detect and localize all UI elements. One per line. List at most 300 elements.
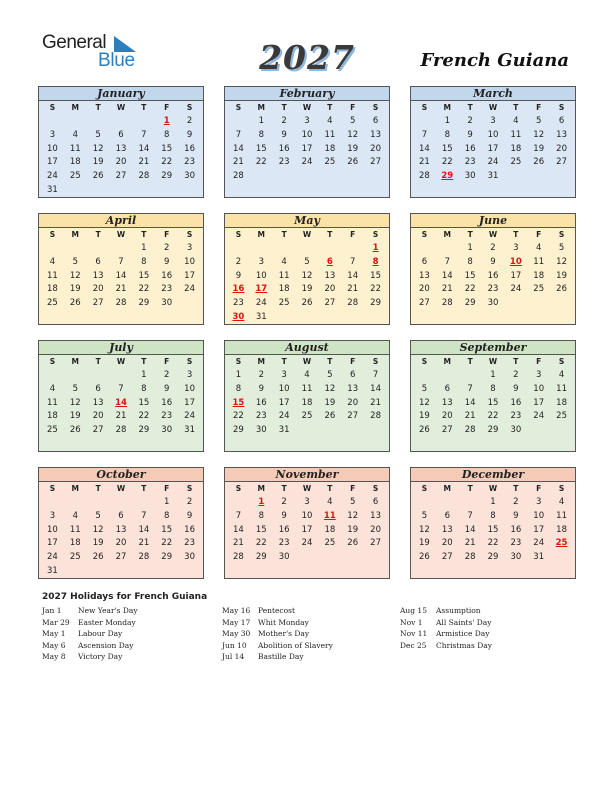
day-cell: 6 [372,116,379,126]
month-july [38,340,204,452]
day-cell: 24 [184,411,195,422]
day-cell: 9 [164,383,170,394]
day-cell: 20 [92,411,104,422]
month-june [410,213,576,325]
day-cell: 6 [350,370,356,380]
day-cell: 10 [278,383,290,394]
day-cell: 17 [47,157,58,168]
day-cell: 29 [233,425,244,436]
weekday-label: T [141,103,147,112]
weekday-label: W [488,103,498,112]
weekday-label: S [49,357,56,366]
day-cell: 3 [304,116,310,126]
day-cell: 5 [536,116,542,126]
day-cell: 11 [533,256,545,267]
weekday-label: F [164,230,170,239]
day-cell: 30 [161,298,173,309]
day-cell: 26 [69,425,81,436]
day-cell: 8 [444,129,450,140]
weekday-label: T [327,357,333,366]
day-cell: 12 [324,383,336,394]
day-cell: 25 [301,411,313,422]
day-cell: 9 [186,510,193,521]
day-cell: 20 [115,157,127,168]
day-cell: 18 [324,143,336,154]
weekday-header [411,355,575,368]
weekday-label: W [302,103,312,112]
logo-text-general: General [42,32,107,53]
day-cell: 19 [347,524,359,535]
day-cell: 14 [441,270,453,281]
weekday-label: W [302,230,312,239]
holiday-name: Armistice Day [436,629,490,639]
weekday-label: W [302,484,312,493]
day-cell: 8 [258,510,264,521]
day-cell: 23 [278,157,290,168]
holiday-day-cell: 14 [115,397,127,408]
weekday-label: T [281,103,287,112]
day-cell: 3 [186,243,193,253]
day-cell: 14 [138,143,150,154]
month-january [38,86,204,198]
weekday-label: S [421,230,428,239]
day-cell: 10 [184,383,195,394]
weekday-header [225,228,389,241]
day-cell: 18 [556,524,567,535]
weekday-label: M [443,230,451,239]
holiday-date: Aug 15 [400,606,427,615]
day-cell: 21 [370,397,381,408]
day-cell: 8 [467,256,473,267]
day-cell: 16 [487,270,499,281]
day-cell: 2 [186,497,193,507]
weekday-label: M [71,484,79,493]
empty-cell [64,115,87,129]
day-cell: 7 [444,256,450,267]
day-cell: 1 [467,243,473,253]
day-cell: 22 [138,411,150,422]
day-cell: 5 [95,510,101,521]
day-cell: 5 [350,116,356,126]
day-cell: 25 [533,284,545,295]
day-cell: 27 [92,298,104,309]
day-cell: 28 [233,171,244,182]
weekday-label: M [257,357,265,366]
day-cell: 17 [487,143,499,154]
day-cell: 12 [69,270,81,281]
holiday-date: Mar 29 [42,617,70,627]
day-cell: 14 [370,383,381,394]
weekday-label: T [95,357,101,366]
day-grid [39,114,203,201]
month-title: July [39,341,203,355]
day-cell: 11 [510,129,522,140]
day-cell: 24 [301,538,313,549]
day-cell: 5 [421,510,428,521]
day-cell: 17 [301,143,313,154]
day-cell: 20 [419,284,430,295]
empty-cell [318,242,341,256]
holiday-column [222,605,333,663]
day-cell: 7 [235,129,242,140]
day-cell: 15 [138,270,150,281]
day-cell: 6 [558,116,565,126]
day-cell: 14 [233,143,244,154]
day-cell: 25 [556,411,567,422]
day-cell: 25 [324,538,336,549]
day-cell: 10 [184,256,195,267]
day-grid [225,241,389,328]
month-may [224,213,390,325]
day-cell: 11 [324,129,336,140]
weekday-label: S [558,484,565,493]
day-cell: 29 [161,552,173,563]
calendar-region: French Guiana [420,50,569,71]
holiday-date: Jul 14 [222,652,245,662]
day-cell: 13 [419,270,430,281]
day-cell: 9 [281,510,287,521]
holiday-date: Nov 11 [400,629,428,639]
day-cell: 15 [487,524,499,535]
day-cell: 8 [490,383,496,394]
month-october [38,467,204,579]
day-cell: 13 [370,129,381,140]
day-cell: 30 [464,171,476,182]
holiday-entry [42,651,138,663]
day-cell: 21 [441,284,453,295]
day-cell: 18 [533,270,545,281]
weekday-label: S [558,230,565,239]
day-cell: 9 [258,383,264,394]
day-cell: 19 [347,143,359,154]
weekday-label: F [536,230,542,239]
weekday-label: T [513,484,519,493]
day-cell: 20 [115,538,127,549]
day-cell: 7 [141,510,147,521]
day-cell: 8 [141,383,147,394]
day-cell: 27 [347,411,359,422]
weekday-label: S [186,230,193,239]
month-title: October [39,468,203,482]
month-title: April [39,214,203,228]
weekday-label: T [327,484,333,493]
day-cell: 20 [556,143,567,154]
day-cell: 21 [115,411,127,422]
weekday-label: T [141,230,147,239]
day-cell: 16 [278,143,290,154]
day-cell: 23 [184,538,195,549]
day-cell: 26 [347,157,359,168]
day-cell: 14 [115,270,127,281]
empty-cell [227,496,250,510]
day-cell: 30 [487,298,499,309]
day-cell: 4 [558,370,565,380]
day-cell: 16 [510,397,522,408]
day-cell: 27 [324,298,336,309]
day-cell: 4 [281,256,287,267]
day-cell: 3 [490,116,496,126]
weekday-label: S [558,103,565,112]
day-cell: 24 [47,552,58,563]
day-cell: 3 [258,256,264,267]
day-cell: 23 [510,538,522,549]
day-cell: 13 [347,383,359,394]
day-cell: 15 [487,397,499,408]
day-cell: 5 [72,383,78,394]
weekday-label: S [372,357,379,366]
month-december [410,467,576,579]
day-cell: 25 [69,171,81,182]
day-cell: 28 [138,552,150,563]
holiday-day-cell: 6 [326,256,333,267]
weekday-label: S [421,484,428,493]
day-cell: 13 [115,143,127,154]
day-cell: 3 [304,497,310,507]
weekday-label: S [372,484,379,493]
day-cell: 29 [370,298,381,309]
day-cell: 6 [95,256,101,267]
holiday-day-cell: 1 [163,116,170,126]
day-cell: 2 [258,370,264,380]
day-cell: 8 [235,383,242,394]
day-cell: 11 [556,510,567,521]
day-grid [39,241,203,314]
day-cell: 19 [419,538,430,549]
day-cell: 11 [69,143,81,154]
holiday-column [42,605,138,663]
day-cell: 18 [69,538,81,549]
day-cell: 4 [72,510,78,521]
day-cell: 18 [47,411,58,422]
day-cell: 8 [164,129,170,140]
day-cell: 29 [464,298,476,309]
weekday-label: T [467,103,473,112]
day-cell: 1 [258,116,264,126]
day-cell: 16 [161,397,173,408]
day-cell: 19 [419,411,430,422]
holiday-day-cell: 11 [323,510,336,521]
weekday-label: F [536,103,542,112]
empty-cell [87,242,110,256]
day-cell: 24 [510,284,522,295]
day-cell: 22 [255,538,267,549]
holiday-day-cell: 29 [441,171,454,182]
weekday-label: S [235,103,242,112]
day-cell: 13 [115,524,127,535]
weekday-header [225,482,389,495]
day-cell: 22 [487,411,499,422]
weekday-label: S [49,484,56,493]
day-cell: 20 [92,284,104,295]
holiday-day-cell: 1 [372,243,379,253]
day-cell: 28 [419,171,430,182]
day-cell: 21 [464,538,476,549]
weekday-label: T [327,103,333,112]
day-cell: 15 [370,270,381,281]
day-cell: 2 [164,243,170,253]
day-cell: 7 [467,383,473,394]
weekday-label: F [350,484,356,493]
day-cell: 23 [464,157,476,168]
day-cell: 26 [92,552,104,563]
day-cell: 13 [441,397,453,408]
weekday-label: F [350,103,356,112]
calendar-year: 2027 [259,38,355,77]
day-cell: 20 [370,143,381,154]
day-cell: 17 [278,397,290,408]
empty-cell [250,242,273,256]
empty-cell [87,115,110,129]
day-cell: 31 [47,565,58,576]
weekday-label: M [257,103,265,112]
day-cell: 10 [533,510,545,521]
day-cell: 16 [464,143,476,154]
day-cell: 24 [533,411,545,422]
weekday-header [39,482,203,495]
weekday-label: T [467,230,473,239]
day-cell: 2 [513,497,519,507]
day-cell: 20 [441,411,453,422]
empty-cell [64,369,87,383]
holiday-date: May 16 [222,606,251,615]
day-cell: 30 [255,425,267,436]
day-cell: 27 [115,552,127,563]
weekday-label: M [443,357,451,366]
month-title: February [225,87,389,101]
day-cell: 6 [444,510,450,521]
day-cell: 21 [347,284,359,295]
month-title: May [225,214,389,228]
weekday-header [411,482,575,495]
day-cell: 18 [556,397,567,408]
day-cell: 26 [92,171,104,182]
day-cell: 18 [324,524,336,535]
day-cell: 29 [487,425,499,436]
day-cell: 26 [301,298,313,309]
day-cell: 12 [69,397,81,408]
day-grid [225,368,389,441]
day-cell: 18 [47,284,58,295]
empty-cell [296,242,319,256]
day-cell: 14 [233,524,244,535]
holiday-name: Labour Day [78,629,123,639]
empty-cell [436,242,459,256]
holiday-name: Easter Monday [78,617,136,627]
weekday-label: M [443,484,451,493]
weekday-header [225,101,389,114]
day-cell: 3 [49,129,56,140]
day-cell: 22 [441,157,453,168]
month-march [410,86,576,198]
day-cell: 17 [47,538,58,549]
day-cell: 19 [324,397,336,408]
holiday-entry [400,640,492,652]
day-cell: 1 [235,370,242,380]
weekday-label: F [350,230,356,239]
day-cell: 23 [161,411,173,422]
weekday-label: T [467,357,473,366]
day-cell: 18 [301,397,313,408]
holidays-title: 2027 Holidays for French Guiana [42,592,208,602]
day-cell: 16 [161,270,173,281]
day-grid [411,114,575,187]
day-cell: 1 [164,497,170,507]
day-cell: 9 [467,129,473,140]
day-cell: 31 [47,184,58,195]
logo-text-blue: Blue [98,50,135,71]
day-cell: 6 [118,129,124,140]
month-title: January [39,87,203,101]
weekday-label: W [488,357,498,366]
weekday-label: W [116,357,126,366]
holiday-entry [42,605,138,617]
day-cell: 29 [161,171,173,182]
holiday-entry [42,628,138,640]
holiday-date: Jan 1 [42,606,62,615]
day-cell: 27 [370,538,381,549]
day-cell: 21 [233,157,244,168]
day-cell: 12 [533,129,545,140]
day-cell: 9 [281,129,287,140]
day-cell: 30 [184,552,195,563]
day-cell: 22 [464,284,476,295]
day-cell: 22 [138,284,150,295]
day-cell: 7 [350,256,356,267]
holiday-date: May 30 [222,629,251,639]
day-cell: 13 [324,270,336,281]
day-cell: 20 [370,524,381,535]
day-cell: 5 [327,370,333,380]
weekday-label: S [186,484,193,493]
day-cell: 11 [47,270,58,281]
day-cell: 24 [278,411,290,422]
day-cell: 5 [72,256,78,267]
day-cell: 27 [370,157,381,168]
holiday-day-cell: 10 [509,256,522,267]
day-cell: 11 [301,383,313,394]
holiday-date: May 1 [42,629,66,639]
day-cell: 7 [372,370,379,380]
day-cell: 7 [118,256,124,267]
month-september [410,340,576,452]
day-cell: 30 [184,171,195,182]
empty-cell [64,496,87,510]
day-cell: 16 [184,524,195,535]
day-cell: 18 [510,143,522,154]
weekday-header [39,101,203,114]
day-cell: 17 [533,524,545,535]
day-cell: 4 [304,370,310,380]
empty-cell [110,242,133,256]
day-cell: 28 [115,298,127,309]
day-cell: 6 [444,383,450,394]
day-cell: 13 [441,524,453,535]
empty-cell [413,242,436,256]
day-cell: 15 [441,143,453,154]
weekday-label: M [71,230,79,239]
day-cell: 3 [281,370,287,380]
month-title: September [411,341,575,355]
day-cell: 10 [255,270,267,281]
day-cell: 1 [490,497,496,507]
holiday-name: Christmas Day [436,640,492,650]
month-april [38,213,204,325]
weekday-label: T [141,484,147,493]
day-cell: 8 [490,510,496,521]
day-cell: 13 [556,129,567,140]
day-cell: 9 [513,383,519,394]
day-cell: 22 [161,538,173,549]
